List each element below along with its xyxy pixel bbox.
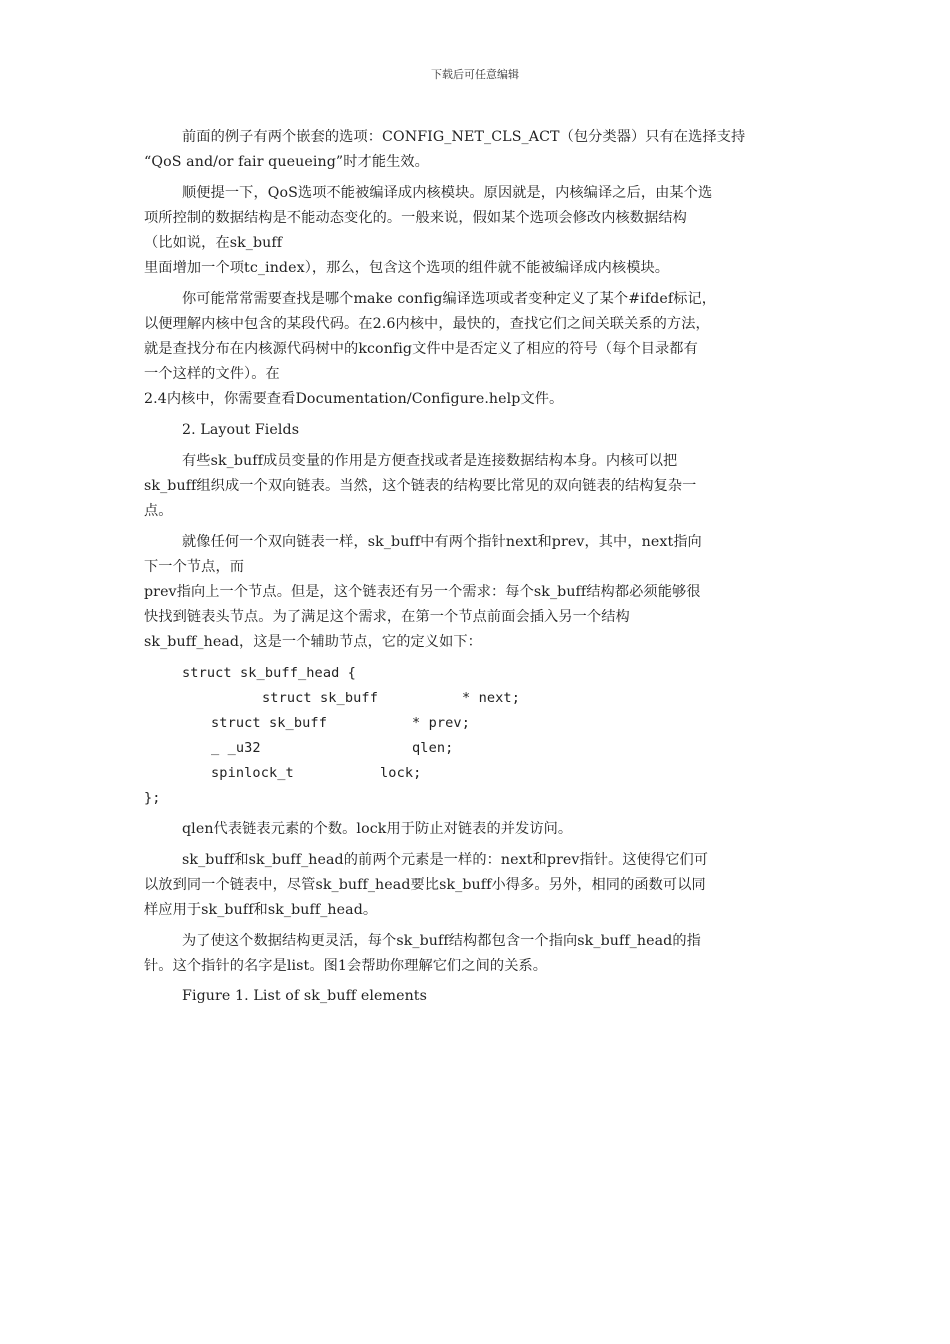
code-line: _ _u32	[211, 740, 261, 756]
text-line: sk_buff组织成一个双向链表。当然，这个链表的结构要比常见的双向链表的结构复杂一	[144, 478, 697, 494]
page-header: 下载后可任意编辑	[431, 68, 519, 81]
code-line: spinlock_t	[211, 765, 294, 781]
text-line: 就是查找分布在内核源代码树中的kconfig文件中是否定义了相应的符号（每个目录都有	[144, 341, 698, 357]
code-line: * next;	[462, 690, 520, 706]
code-line: qlen;	[412, 740, 454, 756]
text-line: sk_buff_head，这是一个辅助节点，它的定义如下：	[144, 634, 482, 650]
text-line: prev指向上一个节点。但是，这个链表还有另一个需求：每个sk_buff结构都必须能够很	[144, 584, 701, 600]
code-line: lock;	[380, 765, 422, 781]
text-line: sk_buff和sk_buff_head的前两个元素是一样的：next和prev指针。这使得它们可	[182, 852, 709, 868]
text-line: 以放到同一个链表中，尽管sk_buff_head要比sk_buff小得多。另外，相同的函数可以同	[144, 877, 706, 893]
text-line: 顺便提一下，QoS选项不能被编译成内核模块。原因就是，内核编译之后，由某个选	[182, 185, 713, 201]
code-line: struct sk_buff_head {	[182, 665, 356, 681]
text-line: 样应用于sk_buff和sk_buff_head。	[144, 902, 378, 918]
text-line: 以便理解内核中包含的某段代码。在2.6内核中，最快的，查找它们之间关联关系的方法，	[144, 316, 710, 332]
code-line: struct sk_buff	[262, 690, 378, 706]
text-line: 针。这个指针的名字是list。图1会帮助你理解它们之间的关系。	[144, 958, 548, 974]
code-line: * prev;	[412, 715, 470, 731]
text-line: 你可能常常需要查找是哪个make config编译选项或者变种定义了某个#ifdef标记，	[182, 291, 717, 307]
code-line: };	[144, 790, 161, 806]
figure-caption: Figure 1. List of sk_buff elements	[182, 988, 427, 1004]
text-line: 点。	[144, 503, 173, 519]
text-line: （比如说，在sk_buff	[144, 235, 283, 251]
text-line: 前面的例子有两个嵌套的选项：CONFIG_NET_CLS_ACT（包分类器）只有在选择支持	[182, 129, 746, 145]
text-line: 为了使这个数据结构更灵活，每个sk_buff结构都包含一个指向sk_buff_head的指	[182, 933, 701, 949]
text-line: qlen代表链表元素的个数。lock用于防止对链表的并发访问。	[182, 821, 573, 837]
text-line: 里面增加一个项tc_index），那么，包含这个选项的组件就不能被编译成内核模块。	[144, 260, 670, 276]
code-line: struct sk_buff	[211, 715, 327, 731]
text-line: 快找到链表头节点。为了满足这个需求，在第一个节点前面会插入另一个结构	[144, 609, 630, 625]
text-line: 一个这样的文件）。在	[144, 366, 280, 382]
text-line: 2.4内核中，你需要查看Documentation/Configure.help文件。	[144, 391, 564, 407]
text-line: 就像任何一个双向链表一样，sk_buff中有两个指针next和prev，其中，next指向	[182, 534, 702, 550]
text-line: 项所控制的数据结构是不能动态变化的。一般来说，假如某个选项会修改内核数据结构	[144, 210, 687, 226]
text-line: 下一个节点，而	[144, 559, 245, 575]
section-heading: 2. Layout Fields	[182, 422, 300, 438]
text-line: “QoS and/or fair queueing”时才能生效。	[144, 154, 429, 170]
text-line: 有些sk_buff成员变量的作用是方便查找或者是连接数据结构本身。内核可以把	[182, 453, 678, 469]
